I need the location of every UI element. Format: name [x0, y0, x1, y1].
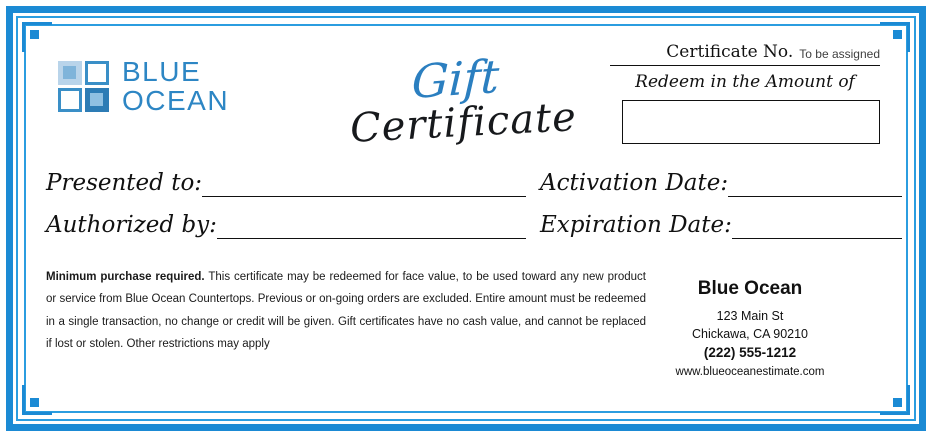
presented-to-input[interactable] — [202, 174, 526, 197]
presented-to-label: Presented to: — [46, 170, 203, 196]
certificate-number-field — [610, 42, 880, 66]
authorized-by-field — [46, 214, 526, 239]
certificate-number-label: Certificate No. — [666, 42, 794, 62]
certificate-number-value[interactable]: To be assigned — [799, 47, 880, 61]
company-website: www.blueoceanestimate.com — [675, 366, 825, 379]
logo-square-top-right — [85, 61, 109, 85]
terms-and-conditions — [46, 266, 646, 356]
company-name: Blue Ocean — [697, 278, 803, 299]
logo-square-bottom-left — [58, 88, 82, 112]
authorized-by-input[interactable] — [217, 216, 526, 239]
activation-date-label: Activation Date: — [540, 170, 729, 196]
certificate-content — [30, 30, 902, 407]
expiration-date-label: Expiration Date: — [540, 212, 732, 238]
activation-date-input[interactable] — [728, 174, 902, 197]
blue-ocean-squares-icon — [58, 61, 110, 113]
expiration-date-input[interactable] — [732, 216, 902, 239]
logo-text-line-2: OCEAN — [122, 84, 230, 116]
terms-lead-text: Minimum purchase required. — [46, 271, 205, 283]
title-gift-word: Gift — [410, 49, 501, 109]
logo-square-top-left-inner — [63, 66, 76, 79]
redeem-amount-box[interactable] — [622, 100, 880, 144]
company-contact-block — [620, 278, 880, 378]
company-logo — [58, 58, 229, 115]
terms-body-text: This certificate may be redeemed for face value, to be used toward any new product or service from Blue Ocean Countertops. Previous or on-going orders are excluded. Entire amount must be redeemed in a single transaction, no change or credit will be given. Gift certificates have no cash value, and cannot be replaced if lost or stolen. Other restrictions may apply — [46, 271, 646, 351]
activation-date-field — [540, 172, 902, 197]
company-phone: (222) 555-1212 — [703, 345, 797, 361]
company-logo-text — [122, 58, 229, 115]
logo-text-line-1: BLUE — [122, 56, 202, 87]
company-city-state-zip: Chickawa, CA 90210 — [691, 327, 809, 342]
redeem-amount-label: Redeem in the Amount of — [635, 72, 855, 92]
logo-square-bottom-right-inner — [90, 93, 103, 106]
company-street: 123 Main St — [716, 309, 784, 323]
authorized-by-label: Authorized by: — [46, 212, 217, 238]
page-title — [348, 49, 610, 162]
title-certificate-word: Certificate — [348, 94, 578, 152]
expiration-date-field — [540, 214, 902, 239]
presented-to-field — [46, 172, 526, 197]
